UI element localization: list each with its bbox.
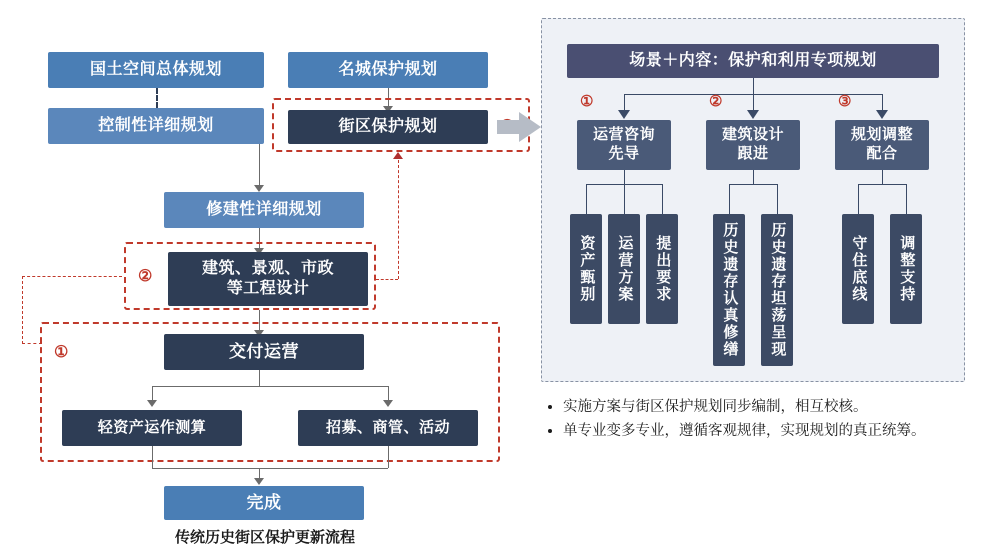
panel-col1-title-line1: 运营咨询: [592, 126, 655, 144]
panel-col2-child-1: 历史遗存认真修缮: [713, 214, 745, 366]
arrow-n2-n5: [254, 185, 264, 192]
arrow-finish: [254, 478, 264, 485]
panel-col1-b1: [586, 184, 587, 214]
panel-col2-b2: [777, 184, 778, 214]
panel-col1-b3: [662, 184, 663, 214]
panel-header-stem: [753, 78, 754, 94]
connector-n7-split-v: [259, 370, 260, 386]
node-block-protection-plan: 街区保护规划: [288, 110, 488, 144]
node-recruitment-management-events: 招募、商管、活动: [298, 410, 478, 446]
node-regulatory-detailed-plan: 控制性详细规划: [48, 108, 264, 144]
panel-bullets: [545, 396, 965, 445]
panel-col2-title: [706, 120, 800, 170]
panel-col1-title: [577, 120, 671, 170]
node-finish: 完成: [164, 486, 364, 520]
node-national-territory-plan: 国土空间总体规划: [48, 52, 264, 88]
connector-n8-merge: [152, 446, 153, 468]
feedback-line-v-2: [22, 276, 23, 344]
connector-n2-n5: [259, 144, 260, 188]
panel-col1-child-1: 资产甄别: [570, 214, 602, 324]
panel-col3-title-line2: 配合: [866, 145, 898, 162]
panel-col3-drop: [882, 170, 883, 184]
panel-col3-child-2: 调整支持: [890, 214, 922, 324]
panel-col3-b1: [858, 184, 859, 214]
panel-col1-arrow: [618, 110, 630, 119]
panel-marker-1: ①: [580, 93, 594, 110]
panel-col2-child-2: 历史遗存坦荡呈现: [761, 214, 793, 366]
marker-2-left: ②: [138, 268, 153, 285]
feedback-line-v-1: [398, 160, 399, 279]
panel-col2-title-line1: 建筑设计: [721, 126, 784, 144]
node-engineering-design: [168, 252, 368, 306]
panel-col2-b1: [729, 184, 730, 214]
panel-col3-title: [835, 120, 929, 170]
node-engineering-design-line1: 建筑、景观、市政: [201, 260, 334, 277]
node-delivery-operation: 交付运营: [164, 334, 364, 370]
panel-col1-b2: [624, 184, 625, 214]
panel-header: 场景＋内容：保护和利用专项规划: [567, 44, 939, 78]
node-famous-city-protection-plan: 名城保护规划: [288, 52, 488, 88]
panel-marker-3: ③: [838, 93, 852, 110]
connector-n1-n2: [156, 88, 158, 108]
panel-col2-title-line2: 跟进: [737, 145, 769, 162]
panel-bullet-1: • 实施方案与街区保护规划同步编制，相互校核。: [563, 396, 965, 418]
panel-bullet-2: • 单专业变多专业，遵循客观规律，实现规划的真正统筹。: [563, 420, 965, 442]
left-flow-caption: 传统历史街区保护更新流程: [174, 529, 355, 546]
panel-col2-drop: [753, 170, 754, 184]
node-construction-detailed-plan: 修建性详细规划: [164, 192, 364, 228]
node-engineering-design-line2: 等工程设计: [226, 280, 310, 297]
transition-arrow-icon: [497, 112, 541, 142]
feedback-line-h-3: [22, 343, 42, 344]
arrow-n8: [147, 400, 157, 407]
panel-marker-2: ②: [709, 93, 723, 110]
panel-col3-arrow: [876, 110, 888, 119]
panel-col3-b2: [906, 184, 907, 214]
connector-n7-split-h: [152, 386, 388, 387]
feedback-line-h-1: [376, 279, 398, 280]
panel-col2-arrow: [747, 110, 759, 119]
feedback-line-h-2: [22, 276, 122, 277]
marker-1-left: ①: [54, 344, 69, 361]
panel-col3-child-1: 守住底线: [842, 214, 874, 324]
node-light-asset-calculation: 轻资产运作测算: [62, 410, 242, 446]
panel-col1-child-2: 运营方案: [608, 214, 640, 324]
panel-col1-child-3: 提出要求: [646, 214, 678, 324]
arrow-n9: [383, 400, 393, 407]
feedback-arrow-up-1: [393, 152, 403, 159]
panel-col3-title-line1: 规划调整: [850, 126, 913, 144]
connector-n9-merge: [388, 446, 389, 468]
panel-col1-drop: [624, 170, 625, 184]
connector-merge-h: [152, 468, 388, 469]
panel-col1-title-line2: 先导: [608, 145, 640, 162]
panel-col2-bus: [729, 184, 777, 185]
panel-col3-bus: [858, 184, 906, 185]
